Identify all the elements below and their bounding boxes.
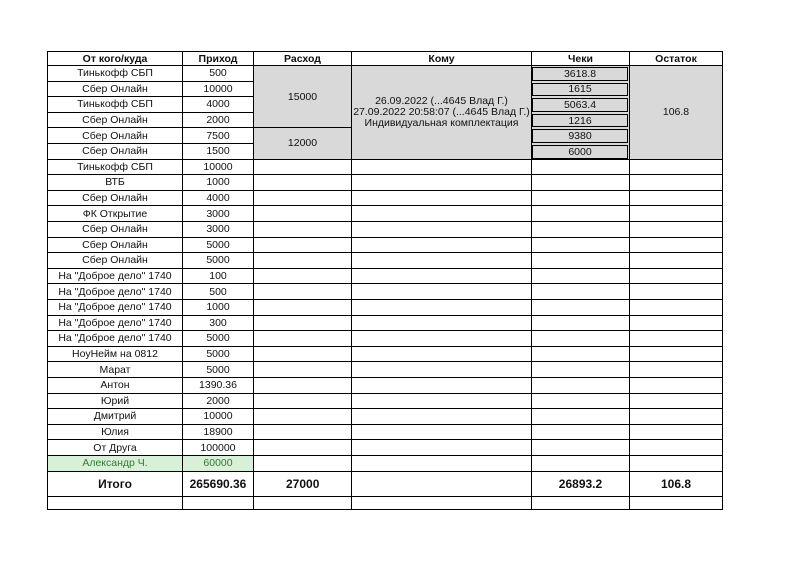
empty-cell bbox=[531, 424, 629, 440]
empty-cell bbox=[253, 283, 351, 299]
table-border bbox=[722, 51, 723, 509]
row-income: 300 bbox=[182, 315, 253, 331]
empty-cell bbox=[351, 268, 531, 284]
row-income: 7500 bbox=[182, 127, 253, 143]
row-from: Сбер Онлайн bbox=[47, 127, 182, 143]
empty-cell bbox=[253, 408, 351, 424]
row-income: 10000 bbox=[182, 159, 253, 175]
empty-cell bbox=[351, 205, 531, 221]
empty-cell bbox=[351, 424, 531, 440]
empty-cell bbox=[531, 346, 629, 362]
checks-block bbox=[531, 65, 629, 159]
row-income: 500 bbox=[182, 283, 253, 299]
row-income: 10000 bbox=[182, 408, 253, 424]
empty-cell bbox=[253, 361, 351, 377]
row-income: 100 bbox=[182, 268, 253, 284]
row-income: 3000 bbox=[182, 205, 253, 221]
empty-cell bbox=[629, 408, 722, 424]
row-from: Тинькофф СБП bbox=[47, 65, 182, 81]
row-from: Сбер Онлайн bbox=[47, 221, 182, 237]
empty-cell bbox=[531, 361, 629, 377]
empty-cell bbox=[253, 205, 351, 221]
empty-cell bbox=[351, 299, 531, 315]
row-from: Юрий bbox=[47, 393, 182, 409]
check-value: 6000 bbox=[532, 145, 628, 159]
row-income: 5000 bbox=[182, 237, 253, 253]
empty-cell bbox=[182, 496, 253, 509]
empty-cell bbox=[351, 455, 531, 471]
row-income: 5000 bbox=[182, 346, 253, 362]
empty-cell bbox=[351, 439, 531, 455]
empty-cell bbox=[253, 346, 351, 362]
row-from: Антон bbox=[47, 377, 182, 393]
row-income: 60000 bbox=[182, 455, 253, 471]
row-from: Тинькофф СБП bbox=[47, 159, 182, 175]
check-value: 3618.8 bbox=[532, 67, 628, 81]
empty-cell bbox=[629, 283, 722, 299]
row-income: 4000 bbox=[182, 96, 253, 112]
header-income: Приход bbox=[182, 51, 253, 65]
empty-cell bbox=[629, 268, 722, 284]
empty-cell bbox=[351, 237, 531, 253]
empty-cell bbox=[629, 439, 722, 455]
empty-cell bbox=[253, 159, 351, 175]
row-income: 18900 bbox=[182, 424, 253, 440]
empty-cell bbox=[531, 455, 629, 471]
empty-cell bbox=[253, 496, 351, 509]
header-to: Кому bbox=[351, 51, 531, 65]
expense-cell: 15000 bbox=[253, 65, 351, 127]
spreadsheet-table bbox=[47, 51, 722, 507]
empty-cell bbox=[253, 315, 351, 331]
empty-cell bbox=[629, 252, 722, 268]
empty-cell bbox=[629, 424, 722, 440]
empty-cell bbox=[531, 252, 629, 268]
row-income: 5000 bbox=[182, 361, 253, 377]
empty-cell bbox=[351, 174, 531, 190]
empty-cell bbox=[531, 221, 629, 237]
empty-cell bbox=[351, 252, 531, 268]
empty-cell bbox=[531, 283, 629, 299]
check-value: 9380 bbox=[532, 129, 628, 143]
check-value: 1216 bbox=[532, 114, 628, 128]
empty-cell bbox=[531, 299, 629, 315]
total-income: 265690.36 bbox=[182, 471, 253, 496]
row-income: 2000 bbox=[182, 112, 253, 128]
empty-cell bbox=[629, 393, 722, 409]
row-from: Сбер Онлайн bbox=[47, 112, 182, 128]
empty-cell bbox=[629, 455, 722, 471]
total-balance: 106.8 bbox=[629, 471, 722, 496]
row-from: Дмитрий bbox=[47, 408, 182, 424]
header-expense: Расход bbox=[253, 51, 351, 65]
empty-cell bbox=[351, 221, 531, 237]
empty-cell bbox=[253, 174, 351, 190]
row-income: 1500 bbox=[182, 143, 253, 159]
row-from: От Друга bbox=[47, 439, 182, 455]
row-income: 4000 bbox=[182, 190, 253, 206]
empty-cell bbox=[351, 346, 531, 362]
row-income: 5000 bbox=[182, 330, 253, 346]
empty-cell bbox=[253, 252, 351, 268]
empty-cell bbox=[351, 496, 531, 509]
total-expense: 27000 bbox=[253, 471, 351, 496]
row-income: 1390.36 bbox=[182, 377, 253, 393]
row-from: НоуНейм на 0812 bbox=[47, 346, 182, 362]
row-income: 100000 bbox=[182, 439, 253, 455]
recipient-line: 26.09.2022 (...4645 Влад Г.) bbox=[375, 94, 508, 107]
empty-cell bbox=[531, 408, 629, 424]
row-from: На "Доброе дело" 1740 bbox=[47, 315, 182, 331]
empty-cell bbox=[47, 496, 182, 509]
header-balance: Остаток bbox=[629, 51, 722, 65]
empty-cell bbox=[253, 455, 351, 471]
empty-cell bbox=[351, 159, 531, 175]
empty-cell bbox=[531, 205, 629, 221]
row-from: ВТБ bbox=[47, 174, 182, 190]
empty-cell bbox=[253, 299, 351, 315]
empty-cell bbox=[629, 346, 722, 362]
row-from: Сбер Онлайн bbox=[47, 252, 182, 268]
empty-cell bbox=[531, 268, 629, 284]
empty-cell bbox=[531, 315, 629, 331]
empty-cell bbox=[629, 190, 722, 206]
row-income: 500 bbox=[182, 65, 253, 81]
row-from: Александр Ч. bbox=[47, 455, 182, 471]
empty-cell bbox=[531, 439, 629, 455]
empty-cell bbox=[629, 361, 722, 377]
recipient-cell bbox=[351, 65, 531, 159]
empty-cell bbox=[531, 159, 629, 175]
empty-cell bbox=[351, 471, 531, 496]
row-from: Сбер Онлайн bbox=[47, 190, 182, 206]
row-income: 1000 bbox=[182, 299, 253, 315]
empty-cell bbox=[253, 237, 351, 253]
row-from: Сбер Онлайн bbox=[47, 143, 182, 159]
empty-cell bbox=[253, 393, 351, 409]
empty-cell bbox=[531, 237, 629, 253]
empty-cell bbox=[351, 315, 531, 331]
total-label: Итого bbox=[47, 471, 182, 496]
empty-cell bbox=[253, 439, 351, 455]
empty-cell bbox=[351, 377, 531, 393]
empty-cell bbox=[629, 205, 722, 221]
row-from: На "Доброе дело" 1740 bbox=[47, 299, 182, 315]
header-from: От кого/куда bbox=[47, 51, 182, 65]
table-border bbox=[47, 509, 723, 510]
empty-cell bbox=[253, 221, 351, 237]
balance-cell: 106.8 bbox=[629, 65, 722, 159]
row-income: 10000 bbox=[182, 81, 253, 97]
empty-cell bbox=[253, 190, 351, 206]
check-value: 1615 bbox=[532, 83, 628, 97]
empty-cell bbox=[531, 174, 629, 190]
empty-cell bbox=[629, 174, 722, 190]
empty-cell bbox=[351, 190, 531, 206]
expense-cell: 12000 bbox=[253, 127, 351, 158]
empty-cell bbox=[531, 330, 629, 346]
empty-cell bbox=[629, 299, 722, 315]
total-checks: 26893.2 bbox=[531, 471, 629, 496]
row-from: Сбер Онлайн bbox=[47, 237, 182, 253]
row-from: На "Доброе дело" 1740 bbox=[47, 268, 182, 284]
empty-cell bbox=[351, 361, 531, 377]
empty-cell bbox=[253, 377, 351, 393]
row-income: 2000 bbox=[182, 393, 253, 409]
empty-cell bbox=[351, 330, 531, 346]
row-from: Марат bbox=[47, 361, 182, 377]
empty-cell bbox=[351, 393, 531, 409]
empty-cell bbox=[253, 330, 351, 346]
row-from: Сбер Онлайн bbox=[47, 81, 182, 97]
empty-cell bbox=[253, 268, 351, 284]
row-from: На "Доброе дело" 1740 bbox=[47, 330, 182, 346]
recipient-line: Индивидуальная комплектация bbox=[364, 116, 519, 129]
check-value: 5063.4 bbox=[532, 98, 628, 112]
empty-cell bbox=[629, 221, 722, 237]
recipient-line: 27.09.2022 20:58:07 (...4645 Влад Г.) bbox=[353, 105, 530, 118]
row-from: Тинькофф СБП bbox=[47, 96, 182, 112]
row-from: На "Доброе дело" 1740 bbox=[47, 283, 182, 299]
empty-cell bbox=[629, 377, 722, 393]
empty-cell bbox=[629, 237, 722, 253]
empty-cell bbox=[253, 424, 351, 440]
header-checks: Чеки bbox=[531, 51, 629, 65]
empty-cell bbox=[351, 283, 531, 299]
row-income: 1000 bbox=[182, 174, 253, 190]
empty-cell bbox=[531, 496, 629, 509]
row-income: 3000 bbox=[182, 221, 253, 237]
empty-cell bbox=[531, 190, 629, 206]
empty-cell bbox=[629, 496, 722, 509]
empty-cell bbox=[629, 159, 722, 175]
row-from: Юлия bbox=[47, 424, 182, 440]
empty-cell bbox=[531, 377, 629, 393]
row-from: ФК Открытие bbox=[47, 205, 182, 221]
empty-cell bbox=[531, 393, 629, 409]
empty-cell bbox=[629, 315, 722, 331]
empty-cell bbox=[629, 330, 722, 346]
empty-cell bbox=[351, 408, 531, 424]
row-income: 5000 bbox=[182, 252, 253, 268]
